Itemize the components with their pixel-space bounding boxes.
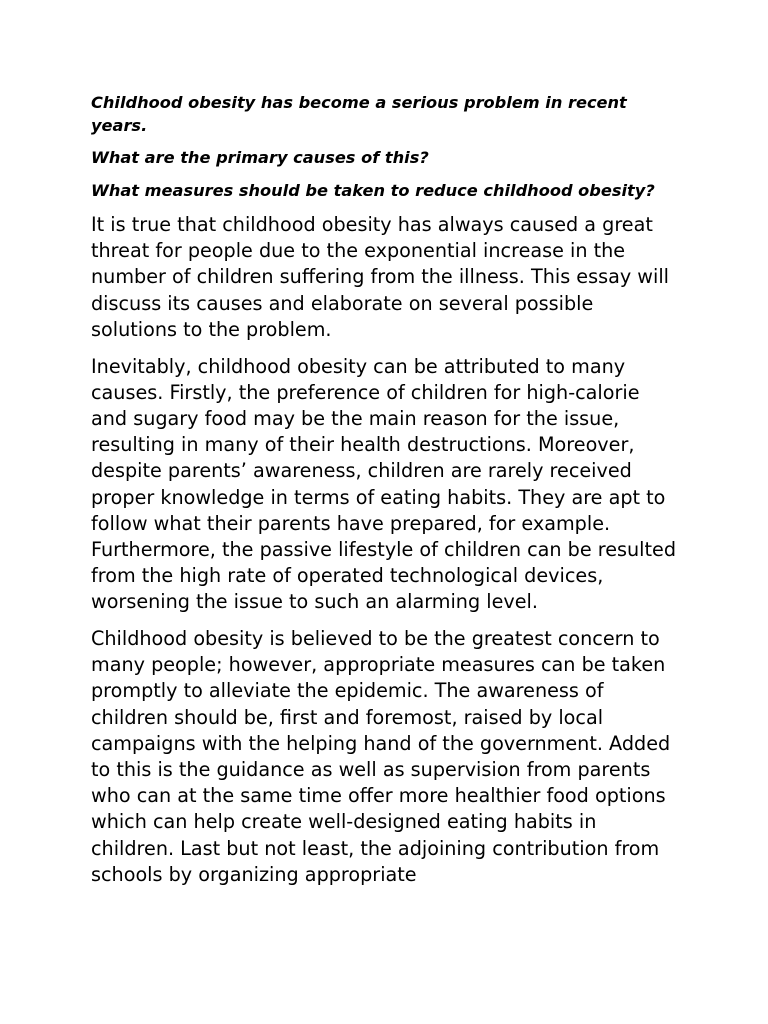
essay-paragraph-solutions: Childhood obesity is believed to be the greatest concern to many people; however, appropriate measures can be taken promptly to alleviate the epidemic. The awareness of children should be, first and foremost, raised by local campaigns with the helping hand of the government. Added to this is the guidance as well as supervision from parents who can at the same time offer more healthier food options which can help create well-designed eating habits in children. Last but not least, the adjoining contribution from schools by organizing appropriate (91, 627, 671, 886)
essay-prompt-statement: Childhood obesity has become a serious problem in recent years. (91, 93, 627, 135)
document-page (91, 92, 681, 899)
essay-paragraph-introduction: It is true that childhood obesity has always caused a great threat for people due to the exponential increase in the number of children suffering from the illness. This essay will discuss its causes and elaborate on several possible solutions to the problem. (91, 213, 669, 341)
essay-prompt-question-causes: What are the primary causes of this? (91, 148, 429, 167)
essay-paragraph-causes: Inevitably, childhood obesity can be attributed to many causes. Firstly, the preference of children for high-calorie and sugary food may be the main reason for the issue, resulting in many of their health destructions. Moreover, despite parents’ awareness, children are rarely received proper knowledge in terms of eating habits. They are apt to follow what their parents have prepared, for example. Furthermore, the passive lifestyle of children can be resulted from the high rate of operated technological devices, worsening the issue to such an alarming level. (91, 354, 677, 614)
essay-prompt-question-measures: What measures should be taken to reduce childhood obesity? (91, 180, 655, 200)
